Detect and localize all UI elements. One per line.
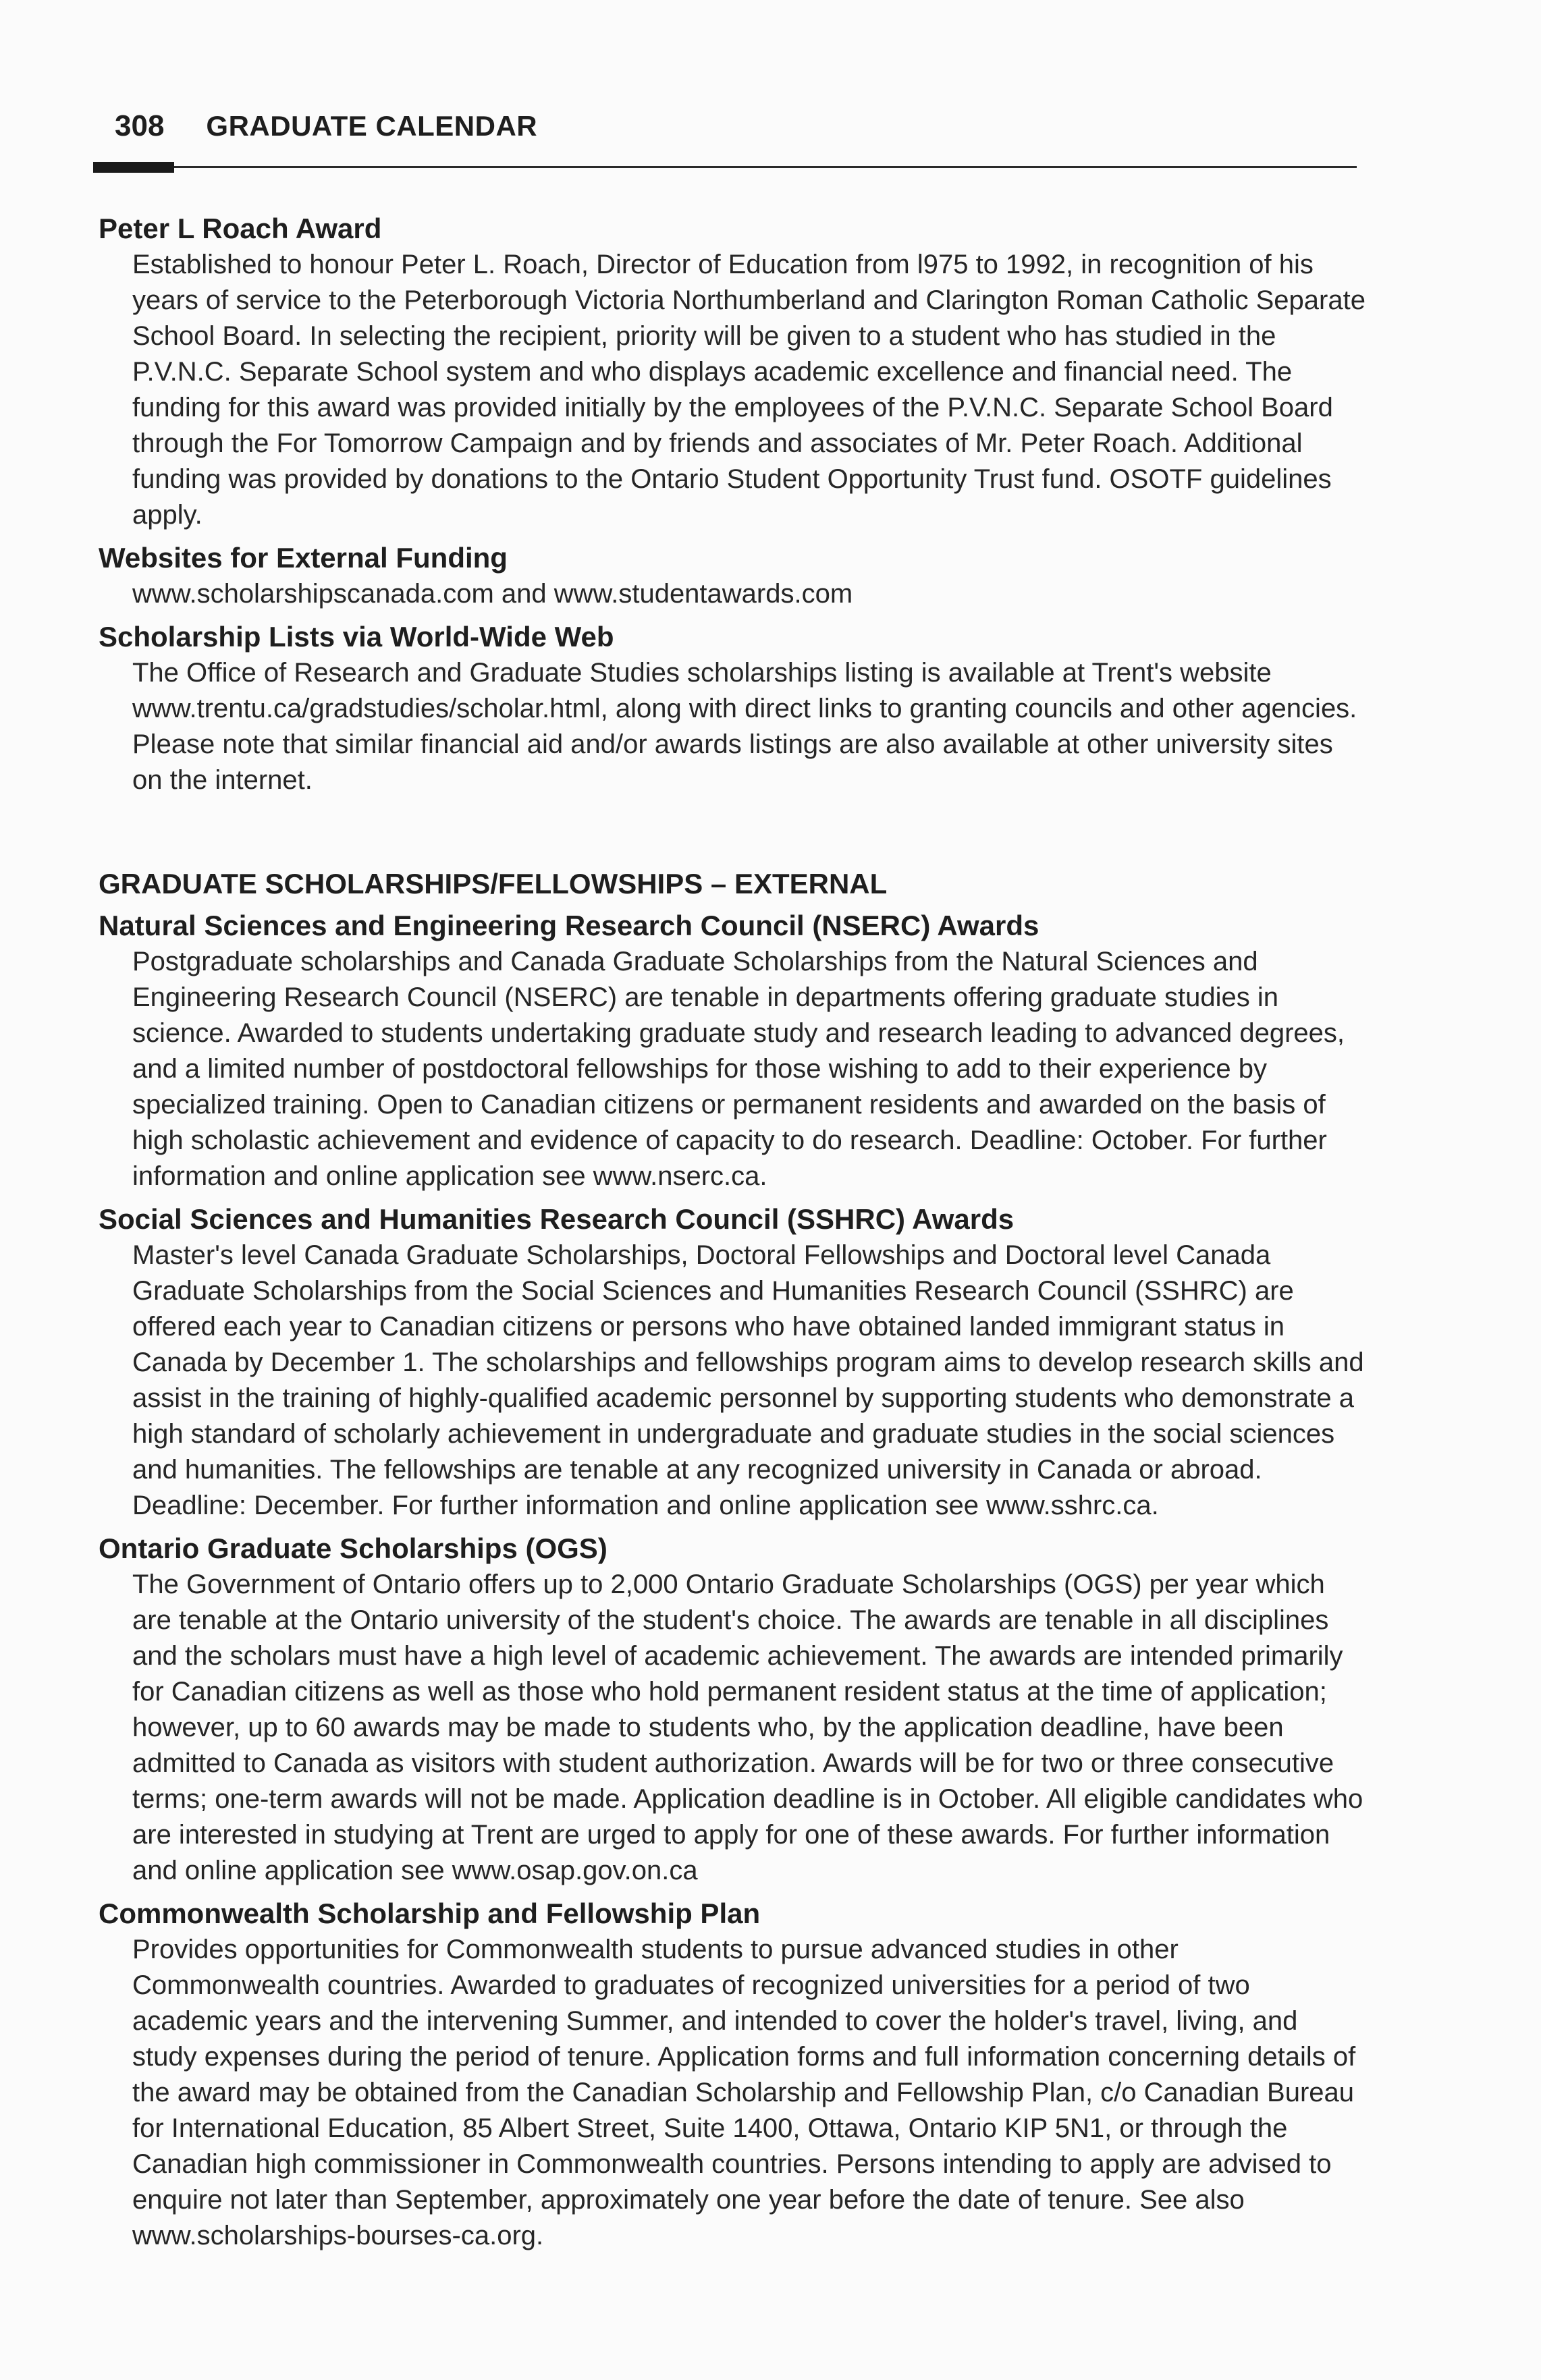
entry-body: The Government of Ontario offers up to 2,000 Ontario Graduate Scholarships (OGS) per year which are tenable at the Ontario university of the student's choice. The awards are tenable in all disciplines and the scholars must have a high level of academic achievement. The awards are intended primarily for Canadian citizens as well as those who hold permanent resident status at the time of application; however, up to 60 awards may be made to students who, by the application deadline, have been admitted to Canada as visitors with student authorization. Awards will be for two or three consecutive terms; one-term awards will not be made. Application deadline is in October. All eligible candidates who are interested in studying at Trent are urged to apply for one of these awards. For further information and online application see www.osap.gov.on.ca	[132, 1570, 1363, 1885]
entry-peter-roach-award	[99, 211, 1368, 533]
page-number: 308	[115, 109, 165, 142]
entry-commonwealth-scholarship	[99, 1895, 1368, 2254]
entry-websites-external-funding	[99, 540, 1368, 612]
page-content	[99, 211, 1368, 2254]
entry-title: Peter L Roach Award	[99, 213, 382, 244]
entry-sshrc-awards	[99, 1201, 1368, 1524]
entry-body: Master's level Canada Graduate Scholarships, Doctoral Fellowships and Doctoral level Canada Graduate Scholarships from the Social Sciences and Humanities Research Council (SSHRC) are offered each year to Canadian citizens or persons who have obtained landed immigrant status in Canada by December 1. The scholarships and fellowships program aims to develop research skills and assist in the training of highly-qualified academic personnel by supporting students who demonstrate a high standard of scholarly achievement in undergraduate and graduate studies in the social sciences and humanities. The fellowships are tenable at any recognized university in Canada or abroad. Deadline: December. For further information and online application see www.sshrc.ca.	[132, 1240, 1364, 1520]
entry-title: Scholarship Lists via World-Wide Web	[99, 621, 614, 653]
header-rule	[93, 166, 1357, 168]
header-rule-block	[93, 162, 174, 173]
entry-title: Commonwealth Scholarship and Fellowship Plan	[99, 1898, 761, 1929]
entry-title: Websites for External Funding	[99, 542, 508, 574]
entry-scholarship-lists-web	[99, 619, 1368, 798]
page-header	[115, 109, 1357, 150]
entry-body: Postgraduate scholarships and Canada Graduate Scholarships from the Natural Sciences and Engineering Research Council (NSERC) are tenable in departments offering graduate studies in science. Awarded to students undertaking graduate study and research leading to advanced degrees, and a limited number of postdoctoral fellowships for those wishing to add to their experience by specialized training. Open to Canadian citizens or permanent residents and awarded on the basis of high scholastic achievement and evidence of capacity to do research. Deadline: October. For further information and online application see www.nserc.ca.	[132, 947, 1345, 1191]
entry-body: Provides opportunities for Commonwealth students to pursue advanced studies in other Commonwealth countries. Awarded to graduates of recognized universities for a period of two academic years and the intervening Summer, and intended to cover the holder's travel, living, and study expenses during the period of tenure. Application forms and full information concerning details of the award may be obtained from the Canadian Scholarship and Fellowship Plan, c/o Canadian Bureau for International Education, 85 Albert Street, Suite 1400, Ottawa, Ontario KIP 5N1, or through the Canadian high commissioner in Commonwealth countries. Persons intending to apply are advised to enquire not later than September, approximately one year before the date of tenure. See also www.scholarships-bourses-ca.org.	[132, 1935, 1356, 2250]
entry-ontario-graduate-scholarships	[99, 1530, 1368, 1889]
entry-title: Social Sciences and Humanities Research Council (SSHRC) Awards	[99, 1203, 1015, 1235]
entry-body: The Office of Research and Graduate Studies scholarships listing is available at Trent's website www.trentu.ca/gradstudies/scholar.html, along with direct links to granting councils and other agencies. Please note that similar financial aid and/or awards listings are also available at other university sites on the internet.	[132, 658, 1357, 795]
entry-nserc-awards	[99, 908, 1368, 1194]
entry-title: Natural Sciences and Engineering Research Council (NSERC) Awards	[99, 910, 1039, 941]
running-head: GRADUATE CALENDAR	[206, 110, 538, 142]
entry-body: www.scholarshipscanada.com and www.studentawards.com	[132, 579, 853, 609]
section-heading: GRADUATE SCHOLARSHIPS/FELLOWSHIPS – EXTERNAL	[99, 868, 888, 900]
entry-body: Established to honour Peter L. Roach, Director of Education from l975 to 1992, in recognition of his years of service to the Peterborough Victoria Northumberland and Clarington Roman Catholic Separate School Board. In selecting the recipient, priority will be given to a student who has studied in the P.V.N.C. Separate School system and who displays academic excellence and financial need. The funding for this award was provided initially by the employees of the P.V.N.C. Separate School Board through the For Tomorrow Campaign and by friends and associates of Mr. Peter Roach. Additional funding was provided by donations to the Ontario Student Opportunity Trust fund. OSOTF guidelines apply.	[132, 250, 1366, 530]
entry-title: Ontario Graduate Scholarships (OGS)	[99, 1532, 607, 1564]
